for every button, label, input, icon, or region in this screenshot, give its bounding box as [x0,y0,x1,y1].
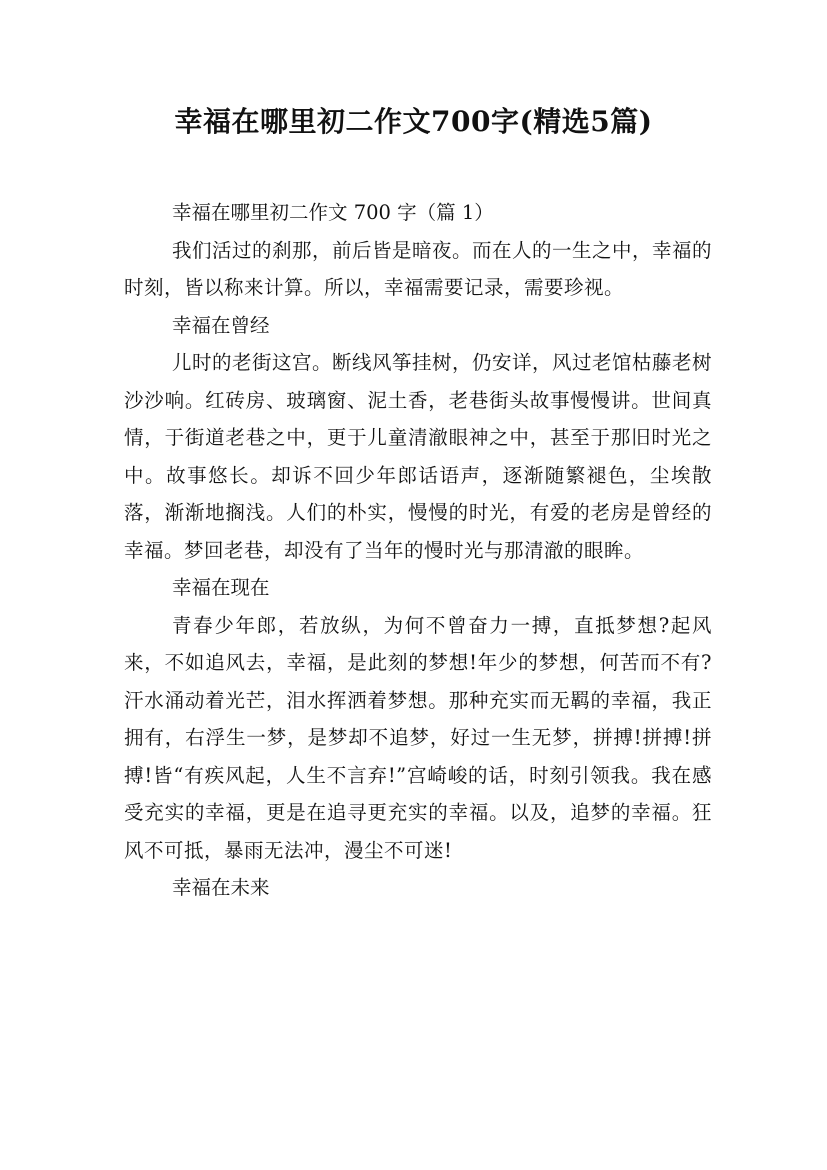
section-paragraph-present: 青春少年郎，若放纵，为何不曾奋力一搏，直抵梦想?起风来，不如追风去，幸福，是此刻的梦想!年少的梦想，何苦而不有?汗水涌动着光芒，泪水挥洒着梦想。那种充实而无羁的幸福，我正拥有，右浮生一梦，是梦却不追梦，好过一生无梦，拼搏!拼搏!拼搏!皆“有疾风起，人生不言弃!”宫崎峻的话，时刻引领我。我在感受充实的幸福，更是在追寻更充实的幸福。以及，追梦的幸福。狂风不可抵，暴雨无法冲，漫尘不可迷! [124,613,712,862]
document-title: 幸福在哪里初二作文700字(精选5篇) [174,105,653,138]
document-body [124,194,712,907]
intro-paragraph: 我们活过的刹那，前后皆是暗夜。而在人的一生之中，幸福的时刻，皆以称来计算。所以，幸福需要记录，需要珍视。 [124,238,713,299]
section-heading-future: 幸福在未来 [172,876,270,899]
section-paragraph-past: 儿时的老街这宫。断线风筝挂树，仍安详，风过老馆枯藤老树沙沙响。红砖房、玻璃窗、泥土香，老巷街头故事慢慢讲。世间真情，于街道老巷之中，更于儿童清澈眼神之中，甚至于那旧时光之中。故事悠长。却诉不回少年郎话语声，逐渐随繁褪色，尘埃散落，渐渐地搁浅。人们的朴实，慢慢的时光，有爱的老房是曾经的幸福。梦回老巷，却没有了当年的慢时光与那清澈的眼眸。 [124,351,713,562]
section-heading-present: 幸福在现在 [172,576,270,599]
essay-heading: 幸福在哪里初二作文 700 字（篇 1） [172,201,494,224]
section-heading-past: 幸福在曾经 [172,313,270,337]
